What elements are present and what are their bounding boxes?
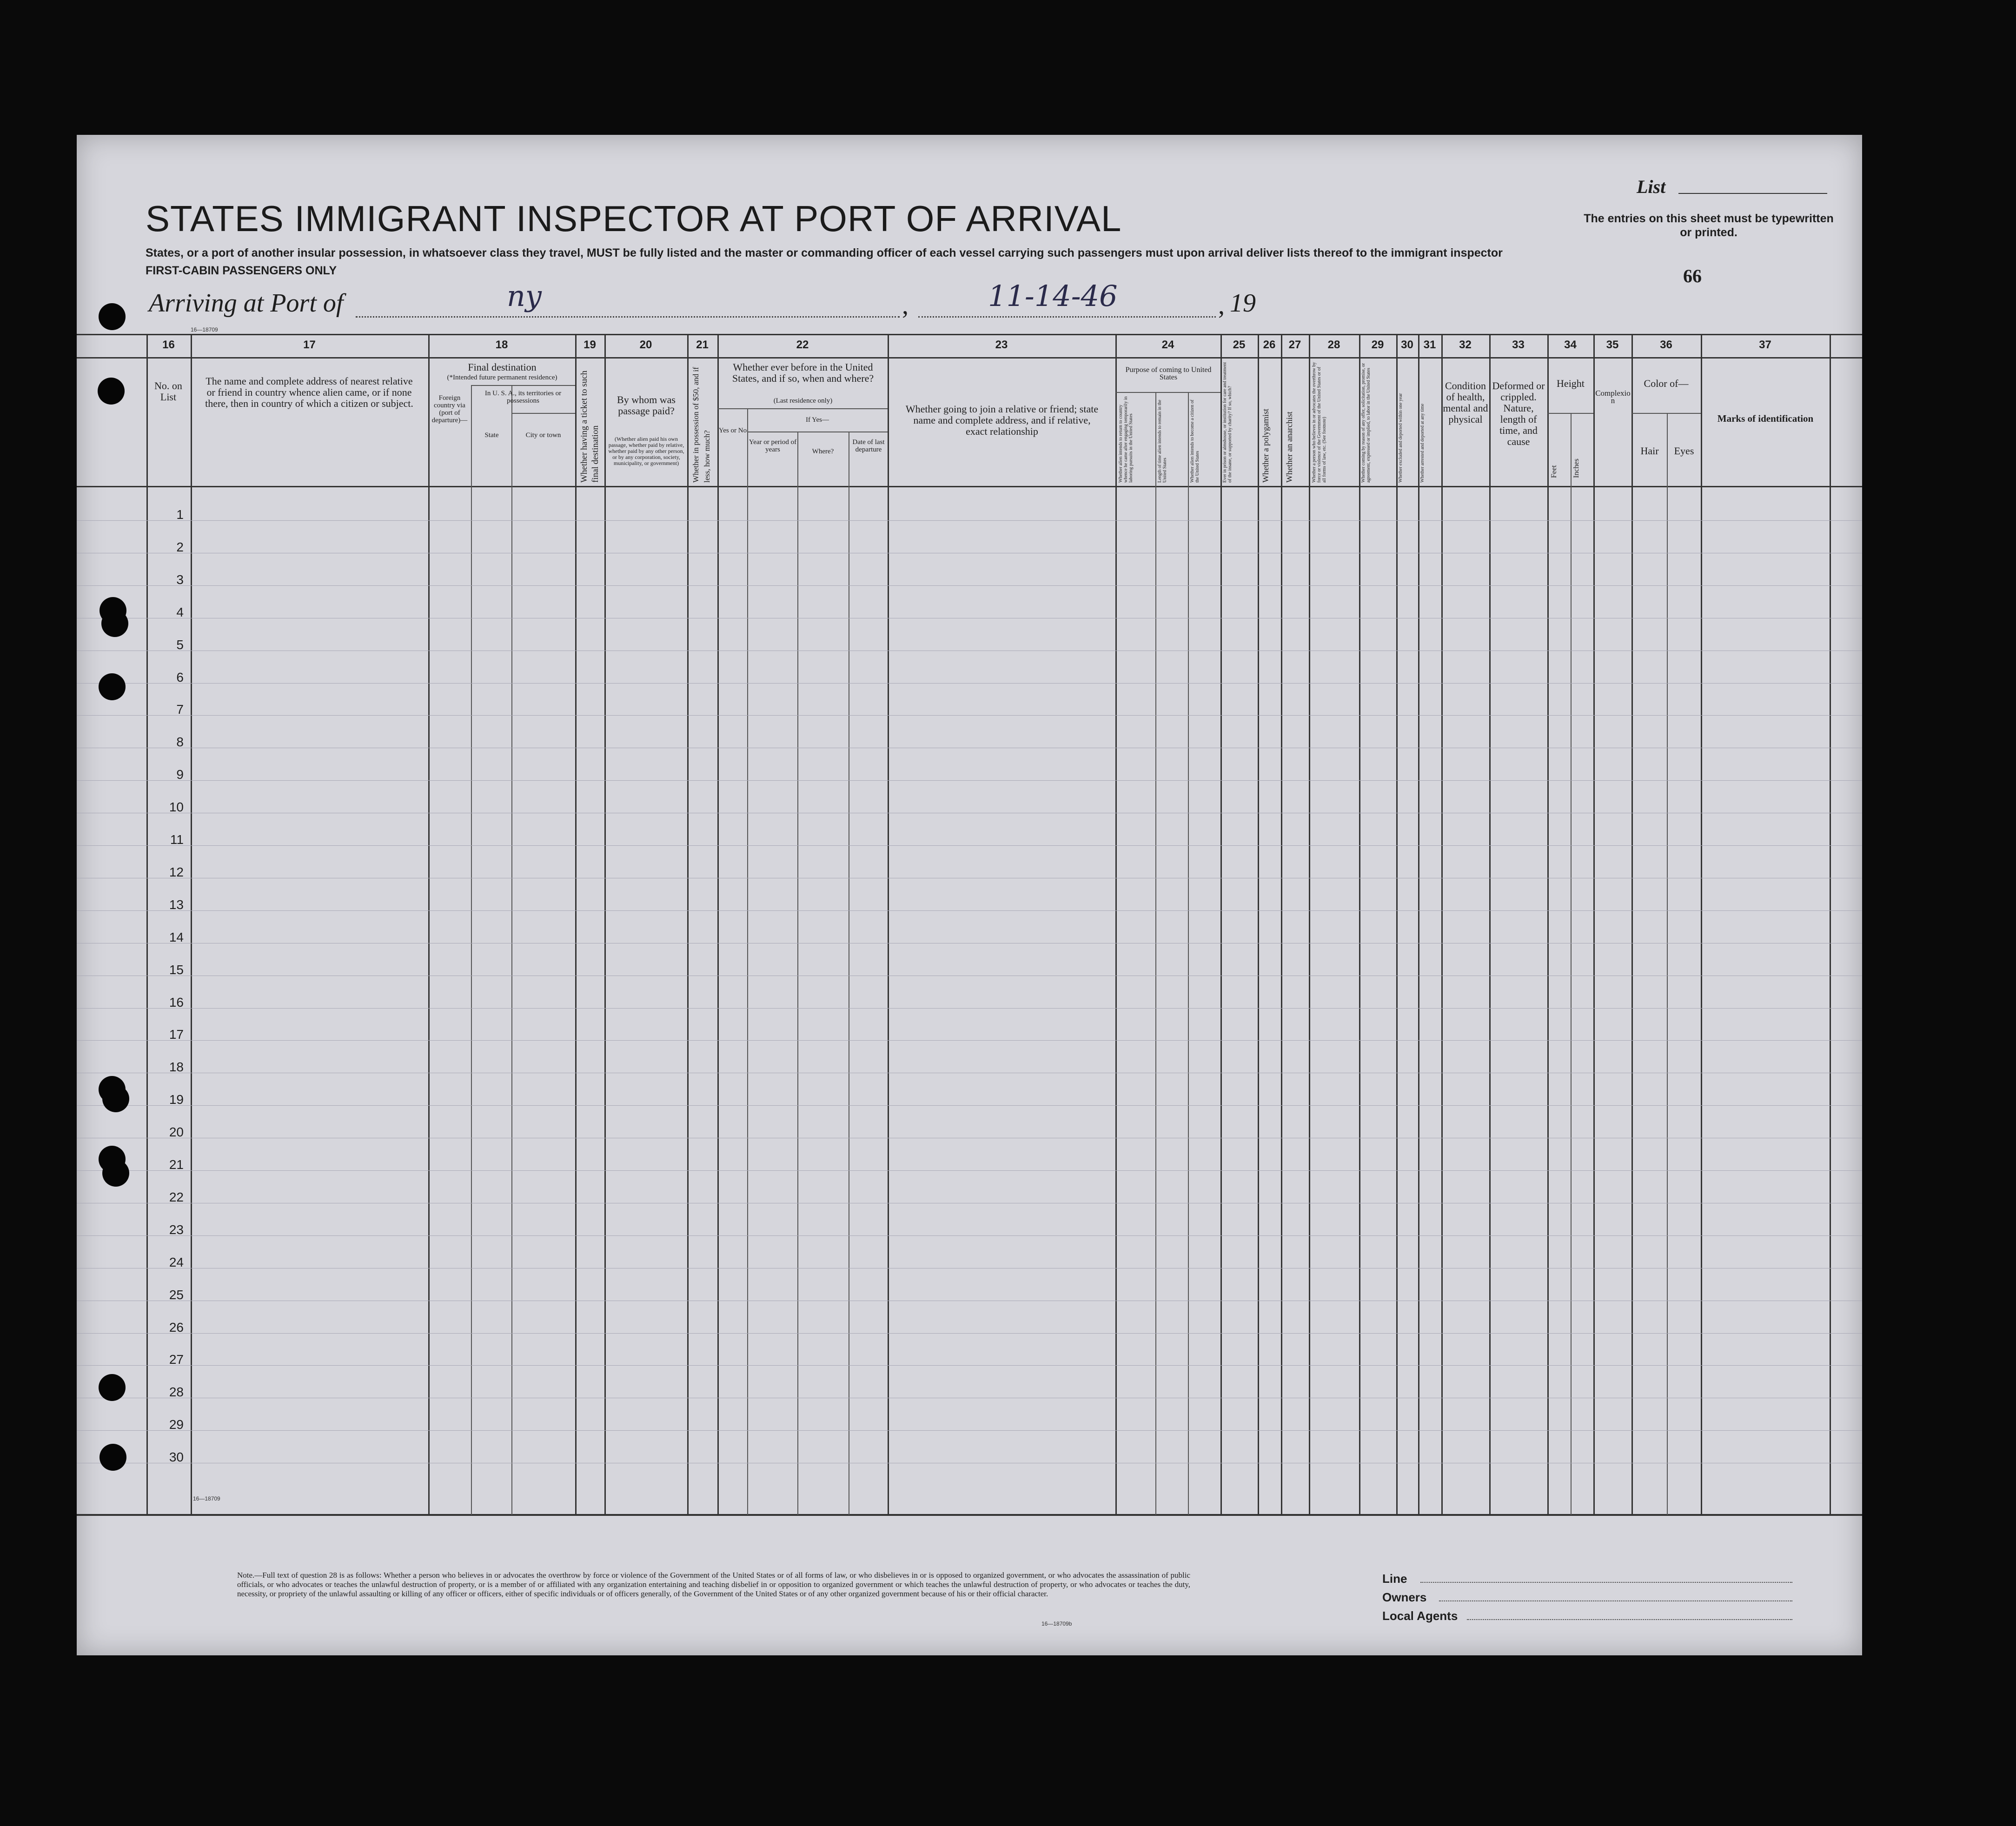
row-number: 3: [176, 572, 184, 587]
header-hair: Hair: [1640, 445, 1659, 457]
col-num-32: 32: [1459, 339, 1472, 351]
punch-hole: [99, 1444, 126, 1471]
row-number: 7: [176, 702, 184, 717]
entry-instruction: The entries on this sheet must be typewritten or printed.: [1584, 212, 1834, 239]
line-field[interactable]: [1420, 1582, 1792, 1583]
header-in-usa: In U. S. A., its territories or possessions: [484, 390, 562, 405]
owners-label: Owners: [1382, 1590, 1427, 1604]
arriving-label: Arriving at Port of: [149, 289, 344, 318]
row-number: 21: [169, 1157, 184, 1172]
punch-hole: [99, 1374, 126, 1401]
col-num-18: 18: [495, 339, 508, 351]
table-row[interactable]: [77, 1430, 1862, 1431]
form-subtitle: States, or a port of another insular possession, in whatsoever class they travel, MUST be fully listed and the master or commanding officer of each vessel carrying such passengers must upon arrival deliver lists thereof to the immigrant inspector: [146, 246, 1503, 259]
header-last-residence: (Last residence only): [773, 397, 833, 405]
form-code: 16—18709: [191, 326, 218, 333]
local-agents-field[interactable]: [1467, 1619, 1792, 1620]
col-num-30: 30: [1401, 339, 1413, 351]
header-complexion: Complexion: [1595, 389, 1631, 405]
header-arrested: Whether arrested and deported at any time: [1420, 404, 1425, 483]
header-inches: Inches: [1572, 458, 1580, 478]
table-row[interactable]: [77, 1365, 1862, 1366]
col-num-36: 36: [1660, 339, 1672, 351]
footnote-q28: Note.—Full text of question 28 is as follows: Whether a person who believes in or advocates the overthrow by force or violence of the Government of the United States or of all forms of law, or who disbelieves in or is opposed to organized government, or who advocates the assassination of public officials, or who advocates or teaches the unlawful destruction of property, or is a member of or affiliated with any organization entertaining and teaching disbelief in or opposition to organized government or which teaches the unlawful destruction of property, or who advocates or teaches the duty, necessity, or propriety of the unlawful assaulting or killing of any officer or officers, either of specific individuals or of officers generally, of the Government of the United States or of any other organized government because of his or their official character.: [237, 1571, 1190, 1598]
local-agents-label: Local Agents: [1382, 1609, 1458, 1623]
row-number: 5: [176, 637, 184, 652]
table-row[interactable]: [77, 1105, 1862, 1106]
row-number: 15: [169, 963, 184, 977]
col-num-27: 27: [1288, 339, 1301, 351]
punch-hole: [102, 1160, 129, 1187]
cabin-class: FIRST-CABIN PASSENGERS ONLY: [146, 264, 337, 277]
table-row[interactable]: [77, 1040, 1862, 1041]
col-num-35: 35: [1606, 339, 1619, 351]
port-value: ny: [507, 279, 542, 313]
header-height: Height: [1557, 378, 1585, 389]
row-number: 23: [169, 1222, 184, 1237]
table-row[interactable]: [77, 1008, 1862, 1009]
header-yes-no: Yes or No: [718, 427, 747, 434]
header-ticket: Whether having a ticket to such final destination: [579, 370, 600, 483]
punch-hole: [102, 1085, 129, 1112]
col-num-16: 16: [162, 339, 175, 351]
row-number: 4: [176, 605, 184, 619]
row-number: 22: [169, 1190, 184, 1204]
header-year-period: Year or period of years: [749, 438, 797, 453]
col-num-24: 24: [1161, 339, 1174, 351]
form-code-bottom: 16—18709: [193, 1495, 220, 1502]
header-ever-before: Whether ever before in the United States, and if so, when and where?: [732, 361, 874, 384]
port-field[interactable]: [356, 316, 900, 318]
col-num-19: 19: [584, 339, 596, 351]
header-color-of: Color of—: [1644, 378, 1689, 389]
header-purpose: Purpose of coming to United States: [1125, 366, 1212, 381]
header-marks: Marks of identification: [1717, 413, 1814, 424]
row-number: 9: [176, 767, 184, 782]
header-final-destination: Final destination: [468, 361, 537, 373]
header-if-yes: If Yes—: [805, 416, 829, 424]
punch-hole: [98, 378, 125, 405]
row-number: 18: [169, 1060, 184, 1074]
col-num-22: 22: [796, 339, 809, 351]
row-number: 25: [169, 1288, 184, 1302]
date-field[interactable]: [918, 316, 1216, 318]
header-excluded: Whether excluded and deported within one year: [1398, 393, 1403, 483]
header-labor-offer: Whether coming by reason of any offer, solicitation, promise, or agreement, expressed or implied, to labor in the United States: [1361, 363, 1371, 483]
row-number: 26: [169, 1320, 184, 1335]
line-label: Line: [1382, 1572, 1407, 1586]
manifest-sheet: [77, 135, 1862, 1655]
row-number: 27: [169, 1352, 184, 1367]
list-number-field[interactable]: [1678, 193, 1827, 194]
punch-hole: [99, 303, 126, 330]
owners-field[interactable]: [1439, 1600, 1792, 1601]
header-health: Condition of health, mental and physical: [1443, 380, 1488, 425]
table-row[interactable]: [77, 1235, 1862, 1236]
col-num-33: 33: [1512, 339, 1525, 351]
row-number: 12: [169, 865, 184, 879]
row-number: 6: [176, 670, 184, 684]
header-polygamist: Whether a polygamist: [1261, 409, 1270, 483]
list-label: List: [1637, 176, 1666, 197]
col-num-17: 17: [303, 339, 316, 351]
row-number: 10: [169, 800, 184, 814]
row-number: 30: [169, 1450, 184, 1464]
header-city-town: City or town: [525, 432, 561, 439]
row-number: 1: [176, 507, 184, 522]
manifest-table: [77, 334, 1862, 1510]
header-final-destination-note: (*Intended future permanent residence): [447, 374, 557, 381]
punch-hole: [101, 610, 128, 637]
table-row[interactable]: [77, 780, 1862, 781]
table-row[interactable]: [77, 520, 1862, 521]
col-num-21: 21: [696, 339, 709, 351]
header-purpose-citizen: Whether alien intends to become a citizen of the United States: [1190, 399, 1200, 483]
comma-mark-2: ,: [1218, 291, 1225, 320]
header-nearest-relative: The name and complete address of nearest relative or friend in country whence alien came, or if none there, then in country of which a citizen or subject.: [205, 375, 413, 409]
col-num-28: 28: [1327, 339, 1340, 351]
row-number: 11: [170, 832, 184, 847]
header-prison: Ever in prison or almshouse, or institution for care and treatment of the insane, or supported by charity? If so, which?: [1222, 362, 1233, 483]
header-passage-paid: By whom was passage paid?: [617, 394, 676, 417]
date-value: 11-14-46: [988, 279, 1118, 313]
col-num-37: 37: [1759, 339, 1771, 351]
row-number: 13: [169, 897, 184, 912]
table-row[interactable]: [77, 715, 1862, 716]
row-number: 28: [169, 1385, 184, 1399]
row-number: 16: [169, 995, 184, 1009]
row-number: 2: [176, 540, 184, 554]
year-prefix: 19: [1230, 289, 1256, 318]
header-no-on-list: No. on List: [154, 380, 182, 403]
header-foreign-country: Foreign country via (port of departure)—: [431, 394, 468, 424]
row-number: 20: [169, 1125, 184, 1139]
header-joining-relative: Whether going to join a relative or friend; state name and complete address, and if relative, exact relationship: [905, 403, 1099, 437]
header-feet: Feet: [1550, 465, 1558, 478]
header-date-departure: Date of last departure: [852, 438, 885, 453]
header-where: Where?: [812, 448, 834, 455]
table-row[interactable]: [77, 585, 1862, 586]
table-row[interactable]: [77, 1333, 1862, 1334]
col-num-29: 29: [1371, 339, 1384, 351]
header-eyes: Eyes: [1674, 445, 1694, 457]
header-passage-note: (Whether alien paid his own passage, whether paid by relative, whether paid by any other person, or by any corporation, society, municipality, or government): [608, 436, 684, 466]
header-purpose-return: Whether alien intends to return to country whence he came after engaging temporarily in laboring pursuits in the United States: [1118, 396, 1134, 483]
table-row[interactable]: [77, 845, 1862, 846]
row-number: 8: [176, 735, 184, 749]
col-num-31: 31: [1423, 339, 1436, 351]
row-number: 29: [169, 1417, 184, 1432]
header-state: State: [484, 432, 499, 439]
col-num-34: 34: [1564, 339, 1577, 351]
col-num-20: 20: [639, 339, 652, 351]
form-title: STATES IMMIGRANT INSPECTOR AT PORT OF ARRIVAL: [146, 198, 1122, 239]
col-num-23: 23: [995, 339, 1008, 351]
punch-hole: [99, 673, 126, 700]
table-row[interactable]: [77, 683, 1862, 684]
header-anarchist: Whether an anarchist: [1285, 412, 1294, 483]
header-deformed: Deformed or crippled. Nature, length of time, and cause: [1492, 380, 1545, 447]
row-number: 19: [169, 1092, 184, 1107]
form-code-note: 16—18709b: [1041, 1620, 1072, 1627]
table-row[interactable]: [77, 910, 1862, 911]
col-num-25: 25: [1233, 339, 1246, 351]
col-num-26: 26: [1263, 339, 1276, 351]
header-overthrow: Whether a person who believes in or advocates the overthrow by force or violence of the Government of the United States or of all forms of law, etc. (See footnote): [1312, 362, 1327, 483]
header-fifty-dollars: Whether in possession of $50, and if less, how much?: [691, 367, 711, 483]
header-purpose-length: Length of time alien intends to remain in the United States: [1157, 399, 1167, 483]
comma-mark: ,: [902, 291, 909, 320]
table-row[interactable]: [77, 1170, 1862, 1171]
manifest-rows: [77, 486, 1862, 1514]
row-number: 14: [169, 930, 184, 944]
sheet-number: 66: [1683, 266, 1702, 286]
row-number: 24: [169, 1255, 184, 1269]
row-number: 17: [169, 1027, 184, 1042]
